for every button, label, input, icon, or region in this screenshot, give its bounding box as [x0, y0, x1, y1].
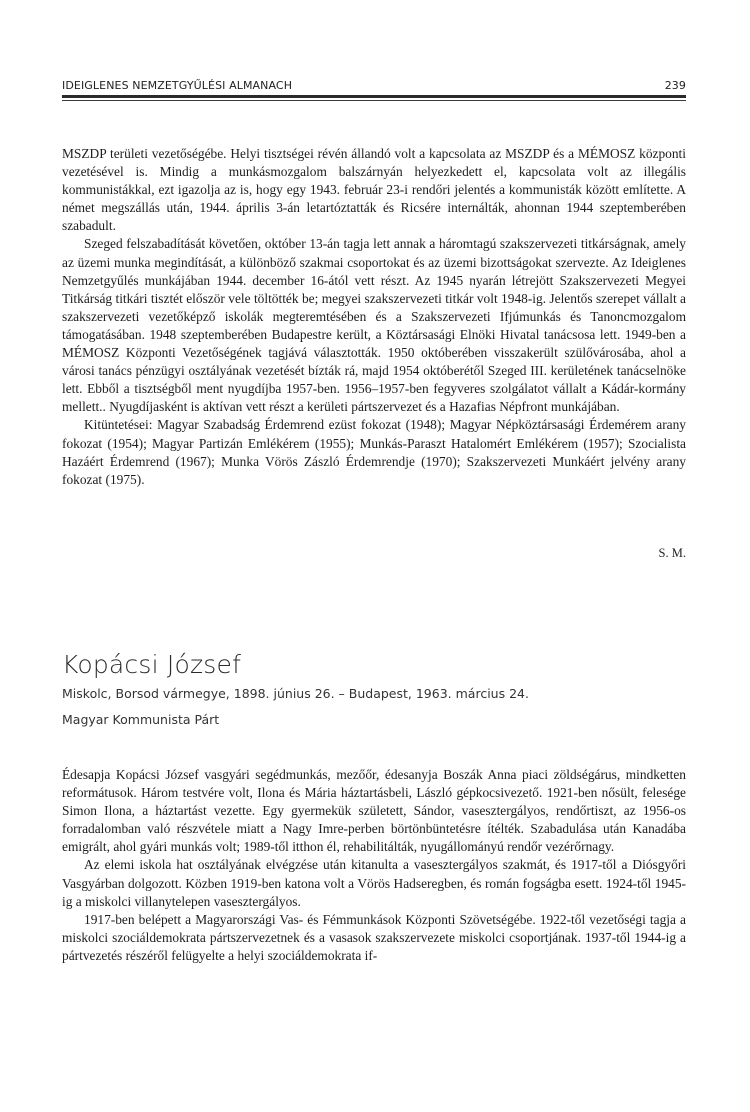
- previous-entry-text: [62, 145, 686, 489]
- header-rule-thin: [62, 100, 686, 101]
- paragraph: Szeged felszabadítását követően, október 13-án tagja lett annak a háromtagú szakszervezeti titkárságnak, amely az üzemi munka megindítását, a különböző szakmai csoportokat és az üzemi bizottságokat szervezte. Az Ideiglenes Nemzetgyűlés munkájában 1944. december 16-ától vett részt. Az 1945 nyarán létrejött Szakszervezeti Megyei Titkárság titkári tisztét először vele töltötték be; megyei szakszervezeti titkár volt 1948-ig. Jelentős szerepet vállalt a szakszervezeti vezetőképző iskolák megteremtésében és a Szakszervezeti Ifjúmunkás és Tanoncmozgalom támogatásában. 1948 szeptemberében Budapestre került, a Köztársasági Elnöki Hivatal tanácsosa lett. 1949-ben a MÉMOSZ Központi Vezetőségének tagjává választották. 1950 októberében visszakerült szülővárosába, ahol a városi tanács pénzügyi osztályának vezetését bízták rá, majd 1954 októberétől Szeged III. kerületének tanácselnöke lett. Ebből a tisztségből ment nyugdíjba 1957-ben. 1956–1957-ben fegyveres szolgálatot vállalt a Kádár-kormány mellett.. Nyugdíjasként is aktívan vett részt a kerületi pártszervezet és a Hazafias Népfront munkájában.: [62, 236, 686, 415]
- entry-text: [62, 766, 686, 965]
- entry-dates: Miskolc, Borsod vármegye, 1898. június 26. – Budapest, 1963. március 24.: [62, 686, 529, 701]
- paragraph: MSZDP területi vezetőségébe. Helyi tisztségei révén állandó volt a kapcsolata az MSZDP és a MÉMOSZ központi vezetésével is. Mindig a munkásmozgalom balszárnyán helyezkedett el, kapcsolata volt az illegális kommunistákkal, ezt igazolja az is, hogy egy 1943. február 23-i rendőri jelentés a kommunisták között említette. A német megszállás után, 1944. április 3-án letartóztatták és Ricsére internálták, ahonnan 1944 szeptemberében szabadult.: [62, 146, 686, 234]
- paragraph: 1917-ben belépett a Magyarországi Vas- és Fémmunkások Központi Szövetségébe. 1922-től vezetőségi tagja a miskolci szociáldemokrata pártszervezetnek és a vasasok szakszervezete miskolci csoportjának. 1937-től 1944-ig a pártvezetés részéről felügyelte a helyi szociáldemokrata if-: [62, 911, 686, 963]
- entry-party: Magyar Kommunista Párt: [62, 712, 220, 727]
- paragraph: Az elemi iskola hat osztályának elvégzése után kitanulta a vasesztergályos szakmát, és 1917-től a Diósgyőri Vasgyárban dolgozott. Közben 1919-ben katona volt a Vörös Hadseregben, és román fogságba esett. 1924-től 1945-ig a miskolci villanytelepen vasesztergályos.: [62, 857, 686, 909]
- author-signature: S. M.: [658, 546, 686, 560]
- paragraph: Kitüntetései: Magyar Szabadság Érdemrend ezüst fokozat (1948); Magyar Népköztársasági Érdemérem arany fokozat (1954); Magyar Partizán Emlékérem (1955); Munkás-Paraszt Hatalomért Emlékérem (1957); Szocialista Hazáért Érdemrend (1967); Munka Vörös Zászló Érdemrendje (1970); Szakszervezeti Munkáért jelvény arany fokozat (1975).: [62, 417, 686, 487]
- running-header-title: IDEIGLENES NEMZETGYŰLÉSI ALMANACH: [62, 79, 293, 92]
- header-rule-thick: [62, 95, 686, 98]
- running-header: [62, 79, 686, 92]
- entry-title: Kopácsi József: [62, 650, 242, 679]
- paragraph: Édesapja Kopácsi József vasgyári segédmunkás, mezőőr, édesanyja Boszák Anna piaci zöldségárus, mindketten reformátusok. Három testvére volt, Ilona és Mária háztartásbeli, László gépkocsivezető. 1921-ben nősült, felesége Simon Ilona, a háztartást vezette. Egy gyermekük született, Sándor, vasesztergályos, rendőrtiszt, az 1956-os forradalomban való részvétele miatt a Nagy Imre-perben börtönbüntetésre ítélték. Szabadulása után Kanadába emigrált, ahol gyári munkás volt; 1989-től itthon él, rehabilitálták, nyugállományú rendőr vezérőrnagy.: [62, 767, 686, 855]
- page-number: 239: [664, 79, 686, 92]
